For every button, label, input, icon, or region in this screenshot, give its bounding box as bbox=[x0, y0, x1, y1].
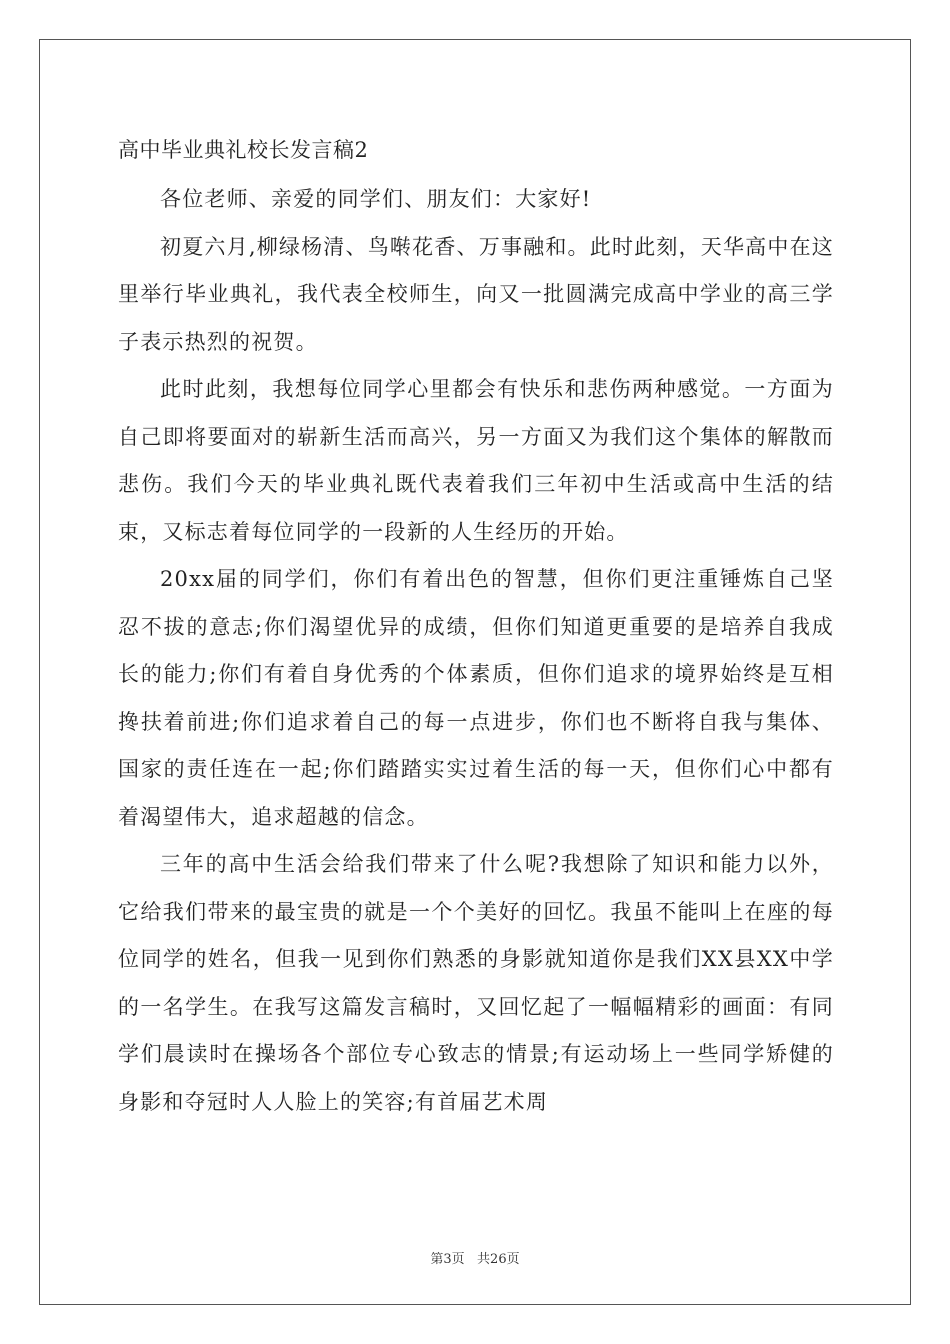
paragraph-memories: 三年的高中生活会给我们带来了什么呢?我想除了知识和能力以外，它给我们带来的最宝贵的就是一个个美好的回忆。我虽不能叫上在座的每位同学的姓名，但我一见到你们熟悉的身影就知道你是我们XX县XX中学的一名学生。在我写这篇发言稿时，又回忆起了一幅幅精彩的画面：有同学们晨读时在操场各个部位专心致志的情景;有运动场上一些同学矫健的身影和夺冠时人人脸上的笑容;有首届艺术周 bbox=[118, 852, 834, 1114]
paragraph-opening: 初夏六月,柳绿杨清、鸟啭花香、万事融和。此时此刻，天华高中在这里举行毕业典礼，我代表全校师生，向又一批圆满完成高中学业的高三学子表示热烈的祝贺。 bbox=[118, 234, 834, 354]
document-title: 高中毕业典礼校长发言稿2 bbox=[118, 138, 369, 162]
page-number: 第3页 共26页 bbox=[430, 1252, 520, 1267]
paragraph-feelings: 此时此刻，我想每位同学心里都会有快乐和悲伤两种感觉。一方面为自己即将要面对的崭新生活而高兴，另一方面又为我们这个集体的解散而悲伤。我们今天的毕业典礼既代表着我们三年初中生活或高中生活的结束，又标志着每位同学的一段新的人生经历的开始。 bbox=[118, 377, 834, 544]
paragraph-class-qualities: 20xx届的同学们，你们有着出色的智慧，但你们更注重锤炼自己坚忍不拔的意志;你们渴望优异的成绩，但你们知道更重要的是培养自我成长的能力;你们有着自身优秀的个体素质，但你们追求的境界始终是互相搀扶着前进;你们追求着自己的每一点进步，你们也不断将自我与集体、国家的责任连在一起;你们踏踏实实过着生活的每一天，但你们心中都有着渴望伟大，追求超越的信念。 bbox=[118, 567, 834, 829]
document-body bbox=[118, 128, 834, 1126]
paragraph-greeting: 各位老师、亲爱的同学们、朋友们：大家好! bbox=[160, 187, 592, 211]
